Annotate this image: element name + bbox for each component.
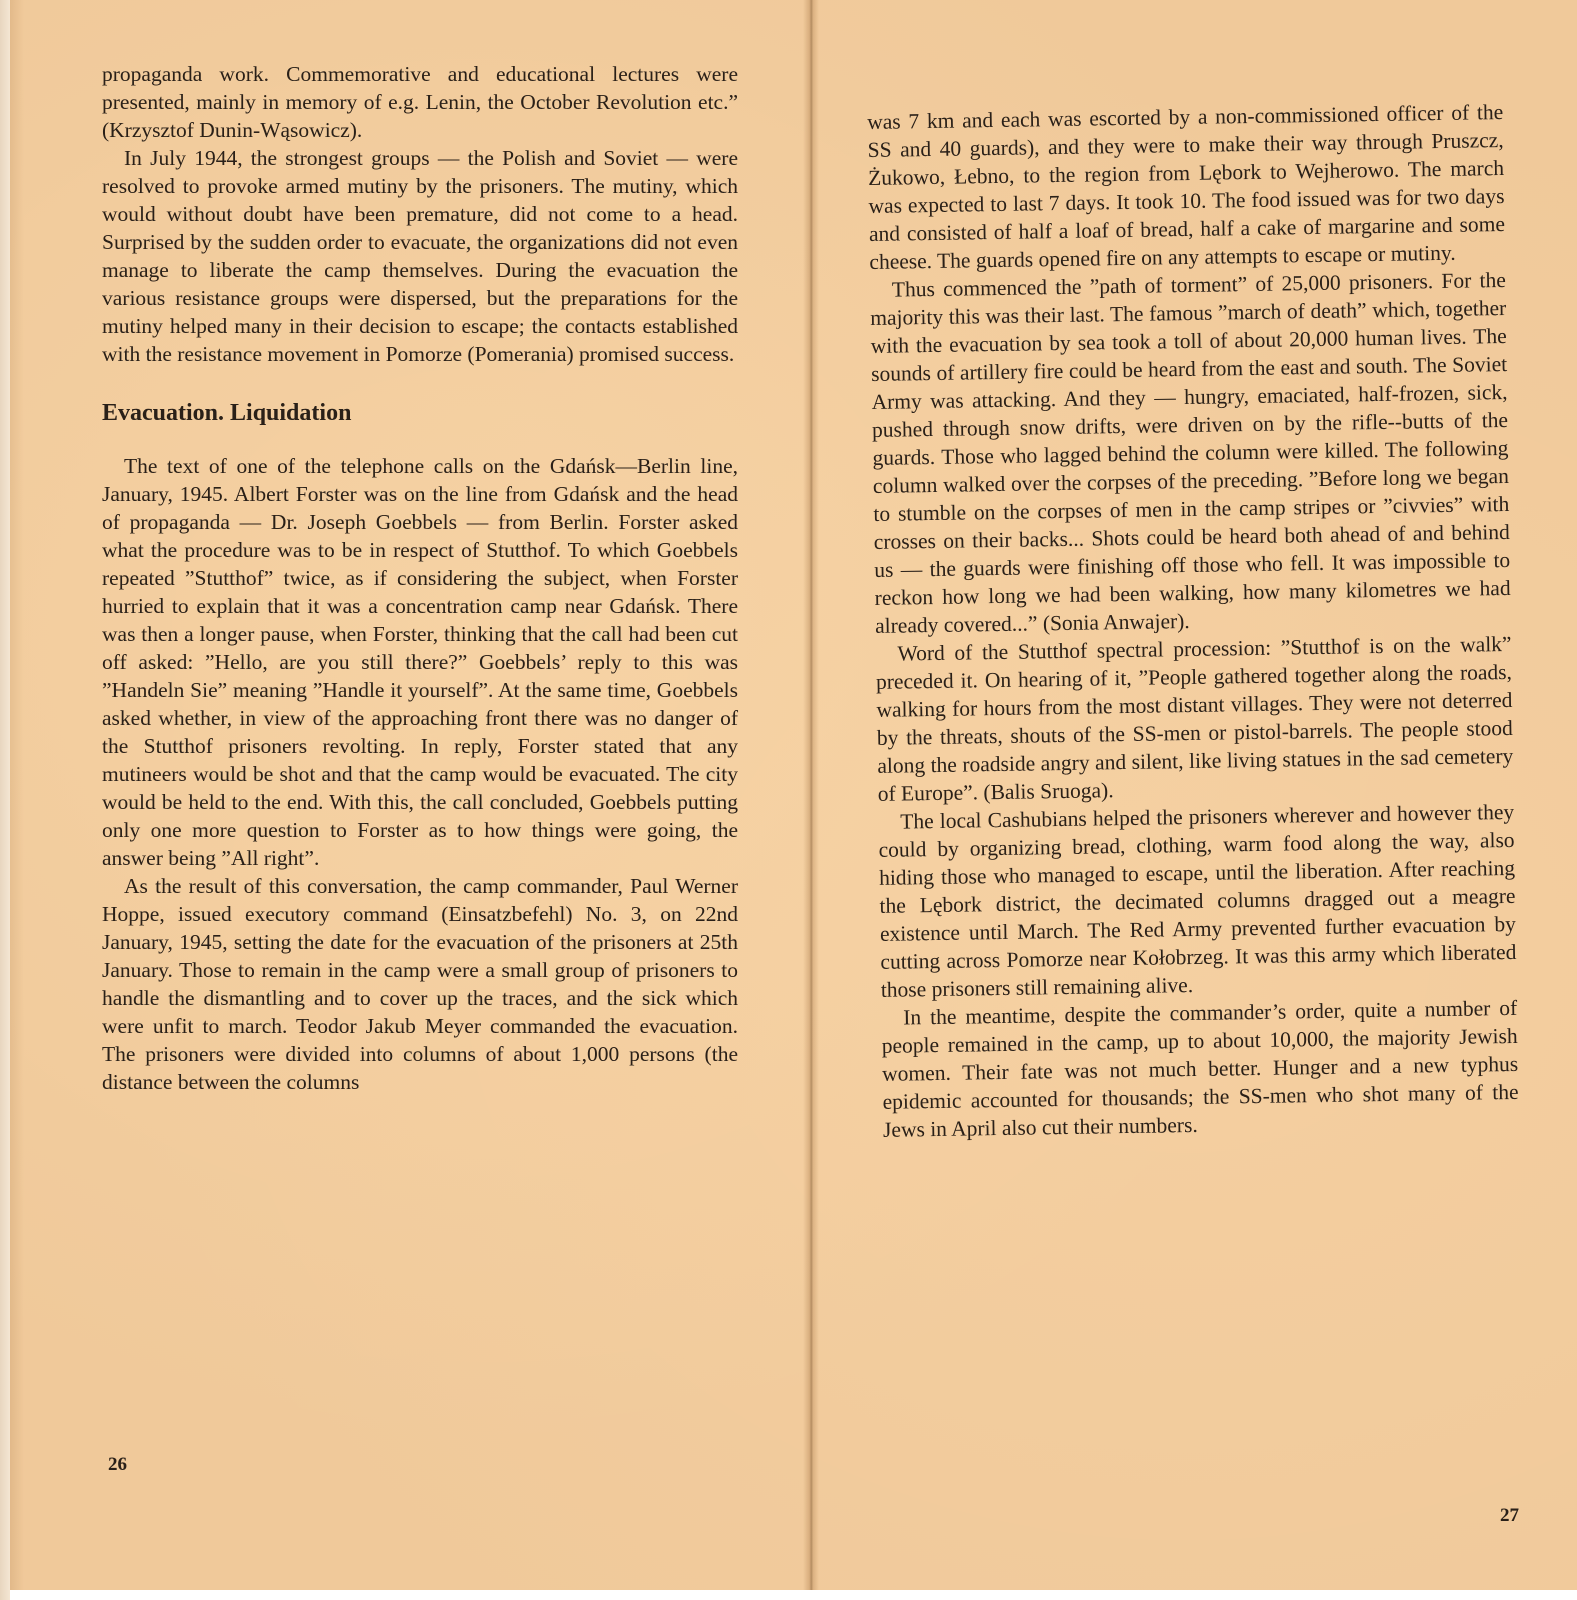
right-paragraph-1: was 7 km and each was escorted by a non-commissioned officer of the SS and 40 guards), and they were to make their way through Pruszcz, Żukowo, Łebno, to the region from Lębork to Wejherowo. The march was expected to last 7 days. It took 10. The food issued was for two days and consisted of half a loaf of bread, half a cake of margarine and some cheese. The guards opened fire on any attempts to escape or mutiny. (867, 100, 1506, 274)
left-page-number: 26 (108, 1454, 127, 1475)
book-spread (10, 0, 1577, 1590)
right-paragraph-2: Thus commenced the ”path of torment” of 25,000 prisoners. For the majority this was their last. The famous ”march of death” which, together with the evacuation by sea took a toll of about 20,000 human lives. The sounds of artillery fire could be heard from the east and south. The Soviet Army was attacking. And they — hungry, emaciated, half-frozen, sick, pushed through snow drifts, were driven on by the rifle--butts of the guards. Those who lagged behind the column were killed. The following column walked over the corpses of the preceding. ”Before long we began to stumble on the corpses of men in the camp stripes or ”civvies” with crosses on their backs... Shots could be heard both ahead of and behind us — the guards were finishing off those who fell. It was impossible to reckon how long we had been walking, how many kilometres we had already covered...” (Sonia Anwajer). (870, 267, 1511, 638)
right-paragraph-5: In the meantime, despite the commander’s order, quite a number of people remained in the camp, up to about 10,000, the majority Jewish women. Their fate was not much better. Hunger and a new typhus epidemic accounted for thousands; the SS-men who shot many of the Jews in April also cut their numbers. (881, 995, 1519, 1142)
left-paragraph-3: The text of one of the telephone calls on the Gdańsk—Berlin line, January, 1945. Albert Forster was on the line from Gdańsk and the head of propaganda — Dr. Joseph Goebbels — from Berlin. Forster asked what the procedure was to be in respect of Stutthof. To which Goebbels repeated ”Stutthof” twice, as if considering the subject, when Forster hurried to explain that it was a concentration camp near Gdańsk. There was then a longer pause, when Forster, thinking that the call had been cut off asked: ”Hello, are you still there?” Goebbels’ reply to this was ”Handeln Sie” meaning ”Handle it yourself”. At the same time, Goebbels asked whether, in view of the approaching front there was no danger of the Stutthof prisoners revolting. In reply, Forster stated that any mutineers would be shot and that the camp would be evacuated. The city would be held to the end. With this, the call concluded, Goebbels putting only one more question to Forster as to how things were going, the answer being ”All right”. (102, 454, 738, 870)
left-paragraph-2: In July 1944, the strongest groups — the Polish and Soviet — were resolved to provoke armed mutiny by the prisoners. The mutiny, which would without doubt have been premature, did not come to a head. Surprised by the sudden order to evacuate, the organizations did not even manage to liberate the camp themselves. During the evacuation the various resistance groups were dispersed, but the preparations for the mutiny helped many in their decision to escape; the contacts established with the resistance movement in Pomorze (Pomerania) promised success. (102, 146, 738, 366)
page-edge (0, 0, 10, 1600)
book-gutter (803, 0, 819, 1590)
left-paragraph-4: As the result of this conversation, the camp commander, Paul Werner Hoppe, issued executory command (Einsatzbefehl) No. 3, on 22nd January, 1945, setting the date for the evacuation of the prisoners at 25th January. Those to remain in the camp were a small group of prisoners to handle the dismantling and to cover up the traces, and the sick which were unfit to march. Teodor Jakub Meyer commanded the evacuation. The prisoners were divided into columns of about 1,000 persons (the distance between the columns (102, 874, 738, 1094)
right-paragraph-3: Word of the Stutthof spectral procession: ”Stutthof is on the walk” preceded it. On hearing of it, ”People gathered together along the roads, walking for hours from the most distant villages. They were not deterred by the threats, shouts of the SS-men or pistol-barrels. The people stood along the roadside angry and silent, like living statues in the sad cemetery of Europe”. (Balis Sruoga). (875, 631, 1514, 806)
right-page-column (867, 98, 1519, 1144)
right-page-number: 27 (1500, 1505, 1519, 1526)
right-paragraph-4: The local Cashubians helped the prisoners wherever and however they could by organizing bread, clothing, warm food along the way, also hiding those who managed to escape, until the liberation. After reaching the Lębork district, the decimated columns dragged out a meagre existence until March. The Red Army prevented further evacuation by cutting across Pomorze near Kołobrzeg. It was this army which liberated those prisoners still remaining alive. (878, 799, 1517, 1002)
left-page-column (102, 60, 738, 1096)
section-heading: Evacuation. Liquidation (102, 400, 352, 426)
left-paragraph-1: propaganda work. Commemorative and educational lectures were presented, mainly in memory of e.g. Lenin, the October Revolution etc.” (Krzysztof Dunin-Wąsowicz). (102, 62, 738, 142)
